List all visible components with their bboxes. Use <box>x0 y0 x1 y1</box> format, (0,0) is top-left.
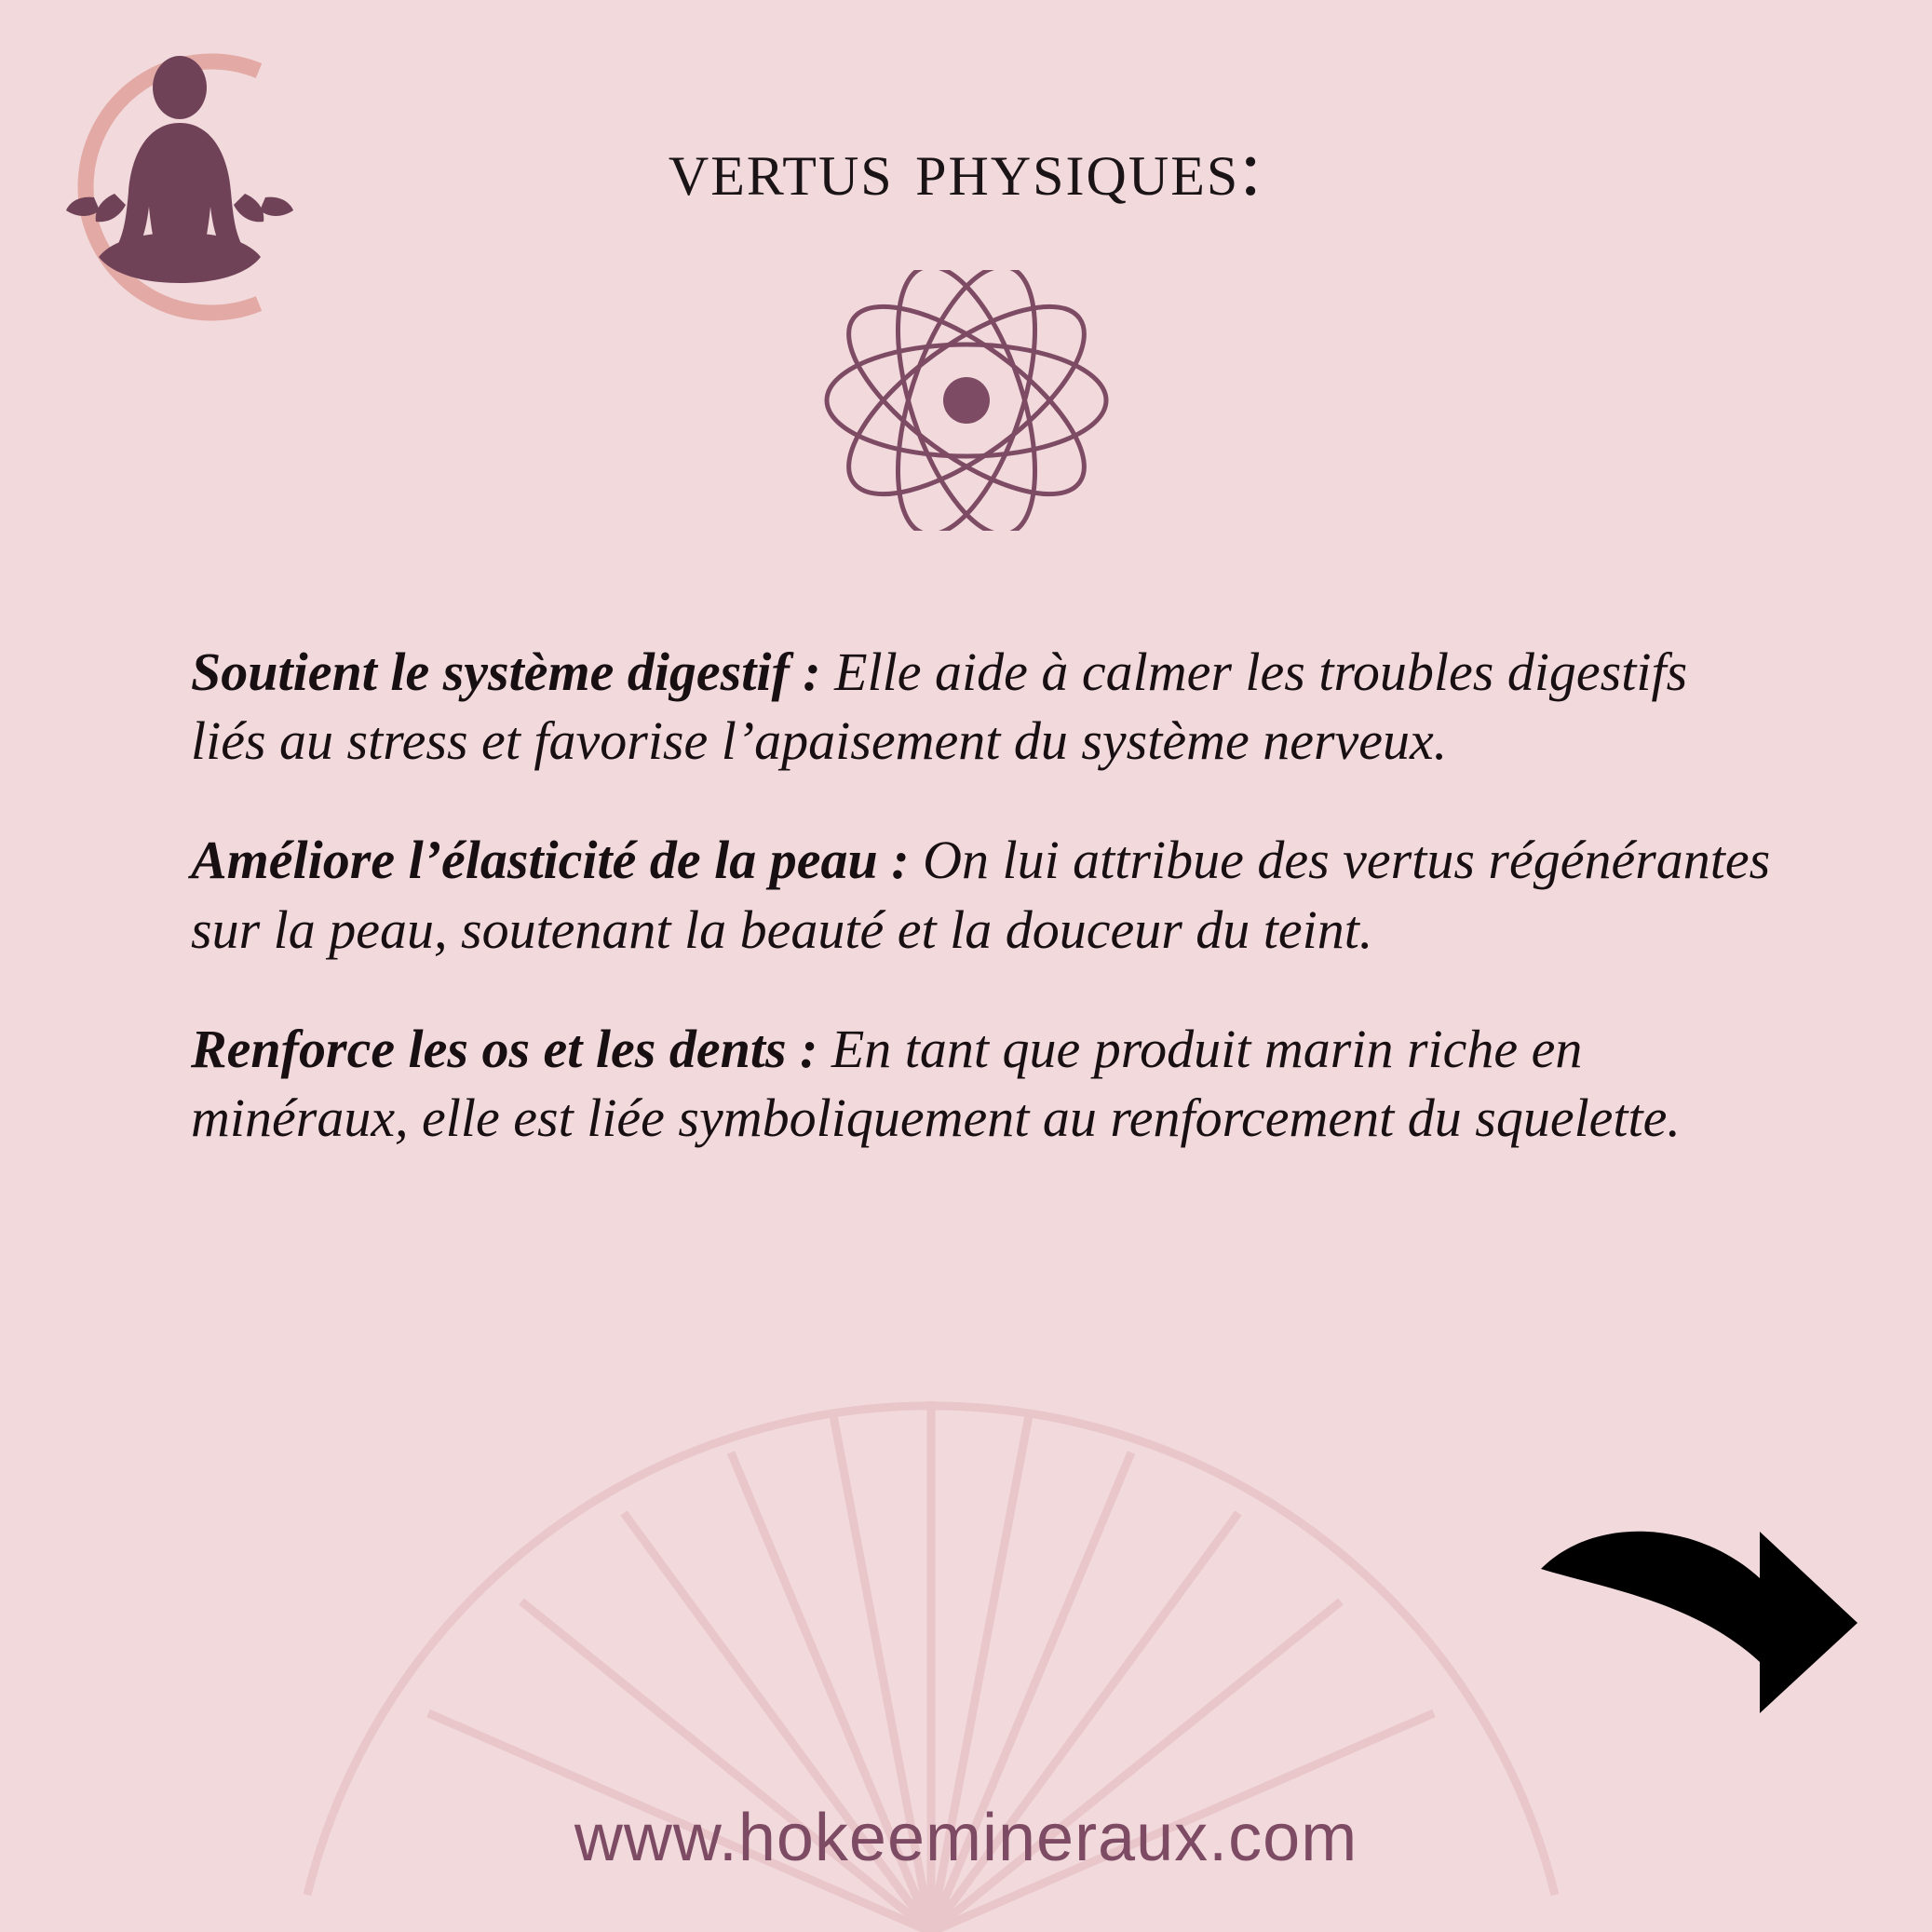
virtue-lead: Renforce les os et les dents : <box>191 1018 818 1079</box>
page-title: vertus physiques: <box>668 123 1264 212</box>
virtue-text: En tant que produit marin riche en minéraux, elle est liée symboliquement au renforcement du squelette. <box>191 1018 1681 1149</box>
next-arrow-icon[interactable] <box>1532 1513 1867 1727</box>
virtue-paragraph <box>191 826 1774 964</box>
virtue-text: Elle aide à calmer les troubles digestifs liés au stress et favorise l’apaisement du système nerveux. <box>191 642 1688 772</box>
virtue-lead: Soutient le système digestif : <box>191 642 821 702</box>
virtue-paragraph <box>191 1015 1774 1153</box>
atom-icon <box>813 270 1120 531</box>
website-url[interactable]: www.hokeemineraux.com <box>574 1801 1358 1875</box>
virtue-paragraph <box>191 638 1774 776</box>
virtue-text: On lui attribue des vertus régénérantes sur la peau, soutenant la beauté et la douceur du teint. <box>191 830 1771 960</box>
virtue-lead: Améliore l’élasticité de la peau : <box>191 830 910 891</box>
virtues-list <box>191 638 1774 1153</box>
